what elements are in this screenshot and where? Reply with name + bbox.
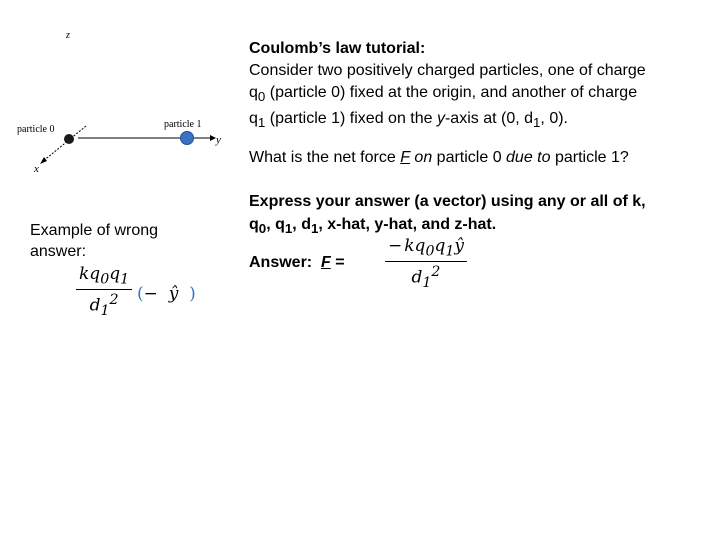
answer-expression[interactable]: − $kq_0q_1ŷ$ $d_1^2$: [385, 236, 467, 291]
wrong-example-label: Example of wrong answer:: [30, 222, 159, 260]
intro-paragraph: [249, 38, 709, 134]
particle-1-label: particle 1: [164, 119, 202, 130]
particle-0-dot: [64, 134, 74, 144]
intro-line-3: $q_1$ (particle 1) fixed on the y-axis at (0, $d_1$, 0).: [249, 110, 568, 131]
intro-line-2: $q_0$ (particle 0) fixed at the origin, and another of charge: [249, 84, 638, 105]
tutorial-heading: Coulomb’s law tutorial:: [249, 40, 426, 57]
answer-label: Answer: F =: [249, 254, 345, 271]
particle-1-dot: [181, 132, 194, 145]
x-axis-label: x: [34, 163, 39, 175]
intro-line-1: Consider two positively charged particles, one of charge: [249, 62, 646, 79]
coordinate-diagram: [0, 0, 240, 185]
wrong-example-fraction: $kq_0q_1$ $d_1^2$: [76, 264, 132, 319]
instruction-text: Express your answer (a vector) using any or all of k, $q_0$, $q_1$, $d_1$, x-hat, y-hat, and z-hat.: [249, 193, 646, 237]
z-axis-label: z: [66, 30, 70, 41]
x-axis-arrow-icon: [40, 157, 47, 164]
wrong-example-direction: (− ŷ ): [137, 284, 196, 304]
y-axis-label: y: [216, 134, 221, 146]
particle-0-label: particle 0: [17, 124, 55, 135]
question-text: What is the net force F on particle 0 due to particle 1?: [249, 149, 629, 166]
